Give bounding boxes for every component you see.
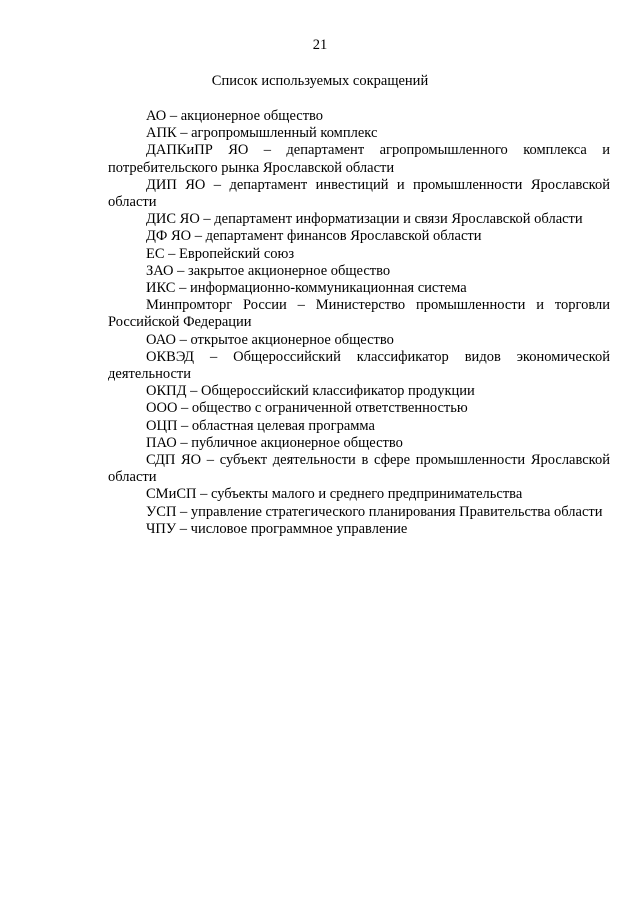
abbreviation-item: ЕС – Европейский союз: [146, 245, 295, 262]
abbreviation-item: ИКС – информационно-коммуникационная система: [146, 280, 467, 297]
abbreviation-item: СМиСП – субъекты малого и среднего предпринимательства: [146, 486, 523, 503]
abbreviation-item: ОКПД – Общероссийский классификатор продукции: [146, 383, 475, 400]
abbreviation-item: ДАПКиПР ЯО – департамент агропромышленного комплекса и потребительского рынка Ярославской области: [108, 142, 610, 176]
abbreviation-item: ДИП ЯО – департамент инвестиций и промышленности Ярославской области: [108, 176, 610, 211]
abbreviation-item: ОАО – открытое акционерное общество: [146, 331, 394, 348]
abbreviation-item: СДП ЯО – субъект деятельности в сфере промышленности Ярославской области: [108, 452, 610, 486]
abbreviation-item: ДФ ЯО – департамент финансов Ярославской области: [146, 228, 482, 245]
page-number: 21: [312, 37, 328, 53]
abbreviation-item: Минпромторг России – Министерство промышленности и торговли Российской Федерации: [108, 297, 610, 331]
abbreviation-item: ЧПУ – числовое программное управление: [146, 520, 408, 537]
abbreviation-item: ПАО – публичное акционерное общество: [146, 434, 403, 451]
abbreviation-item: АПК – агропромышленный комплекс: [146, 125, 378, 142]
abbreviation-item: ООО – общество с ограниченной ответственностью: [146, 400, 468, 417]
abbreviation-item: УСП – управление стратегического планирования Правительства области: [146, 503, 603, 520]
abbreviation-item: АО – акционерное общество: [146, 108, 324, 124]
abbreviation-item: ДИС ЯО – департамент информатизации и связи Ярославской области: [146, 211, 583, 228]
abbreviation-item: ОЦП – областная целевая программа: [146, 417, 375, 434]
page-title: Список используемых сокращений: [211, 73, 429, 89]
abbreviation-item: ОКВЭД – Общероссийский классификатор видов экономической деятельности: [108, 348, 610, 383]
abbreviation-item: ЗАО – закрытое акционерное общество: [146, 262, 391, 279]
abbreviation-list: [108, 108, 610, 538]
